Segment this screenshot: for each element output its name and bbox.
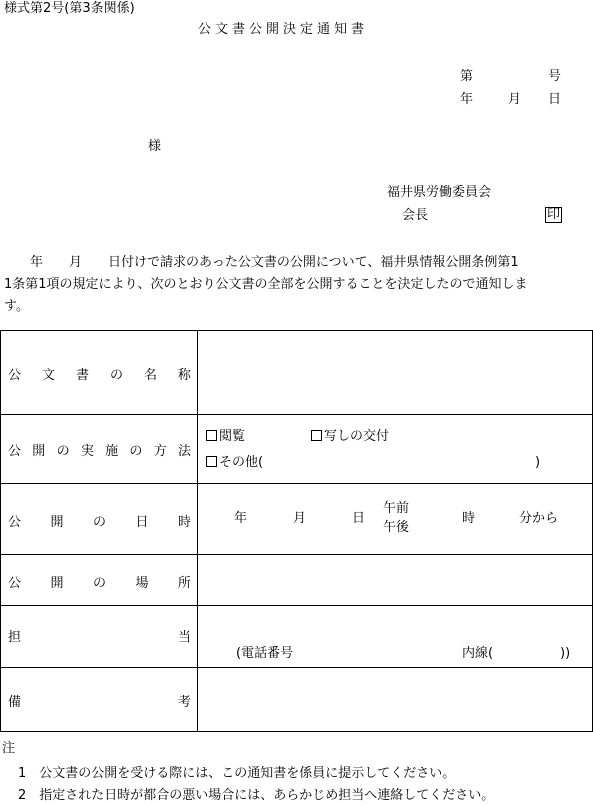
recipient-suffix: 様 [148, 139, 162, 154]
body-text-line: す。 [4, 299, 29, 314]
row-label-datetime: 公 開 の 日 時 [8, 515, 191, 530]
dt-year: 年 [234, 511, 248, 526]
dt-am: 午前 [383, 501, 410, 516]
row-label-method: 公 開 の 実 施 の 方 法 [8, 444, 191, 459]
option-other-label: その他( [219, 455, 264, 470]
note-item: 1 公文書の公開を受ける際には、この通知書を係員に提示してください。 [18, 766, 456, 781]
row-label-contact: 担 当 [8, 630, 191, 645]
number-suffix: 号 [548, 69, 562, 84]
option-copy-label: 写しの交付 [324, 429, 390, 444]
checkbox-icon[interactable] [311, 430, 322, 441]
contact-extension-close: )) [560, 646, 571, 661]
dt-hour: 時 [462, 511, 476, 526]
row-label-place: 公 開 の 場 所 [8, 576, 191, 591]
dt-pm: 午後 [383, 520, 410, 535]
option-copy[interactable] [311, 429, 389, 445]
checkbox-icon[interactable] [206, 430, 217, 441]
dt-minute: 分から [519, 511, 559, 526]
option-view[interactable] [206, 429, 245, 445]
form-header: 様式第2号(第3条関係) [4, 1, 135, 16]
issuer-role: 会長 [402, 208, 429, 223]
row-label-name: 公 文 書 の 名 称 [8, 368, 191, 383]
body-text-line: 年 月 日付けで請求のあった公文書の公開について、福井県情報公開条例第1 [4, 255, 519, 270]
body-text [4, 252, 591, 318]
body-text-line: 1条第1項の規定により、次のとおり公文書の全部を公開することを決定したので通知しま [4, 277, 528, 292]
date-year: 年 [460, 92, 474, 107]
date-day: 日 [548, 92, 562, 107]
note-item: 2 指定された日時が都合の悪い場合には、あらかじめ担当へ連絡してください。 [18, 788, 495, 803]
seal-mark: 印 [547, 207, 561, 222]
issuer-org: 福井県労働委員会 [387, 185, 492, 200]
dt-month: 月 [293, 511, 307, 526]
option-other-close: ) [535, 455, 541, 470]
contact-phone: (電話番号 [236, 646, 294, 661]
checkbox-icon[interactable] [206, 456, 217, 467]
contact-extension: 内線( [462, 646, 494, 661]
row-label-remarks: 備 考 [8, 695, 191, 710]
date-month: 月 [508, 92, 522, 107]
notes-heading: 注 [2, 741, 16, 756]
dt-day: 日 [352, 511, 366, 526]
option-view-label: 閲覧 [219, 429, 246, 444]
option-other[interactable] [206, 455, 263, 471]
document-title: 公文書公開決定通知書 [198, 22, 369, 37]
number-prefix: 第 [460, 69, 474, 84]
